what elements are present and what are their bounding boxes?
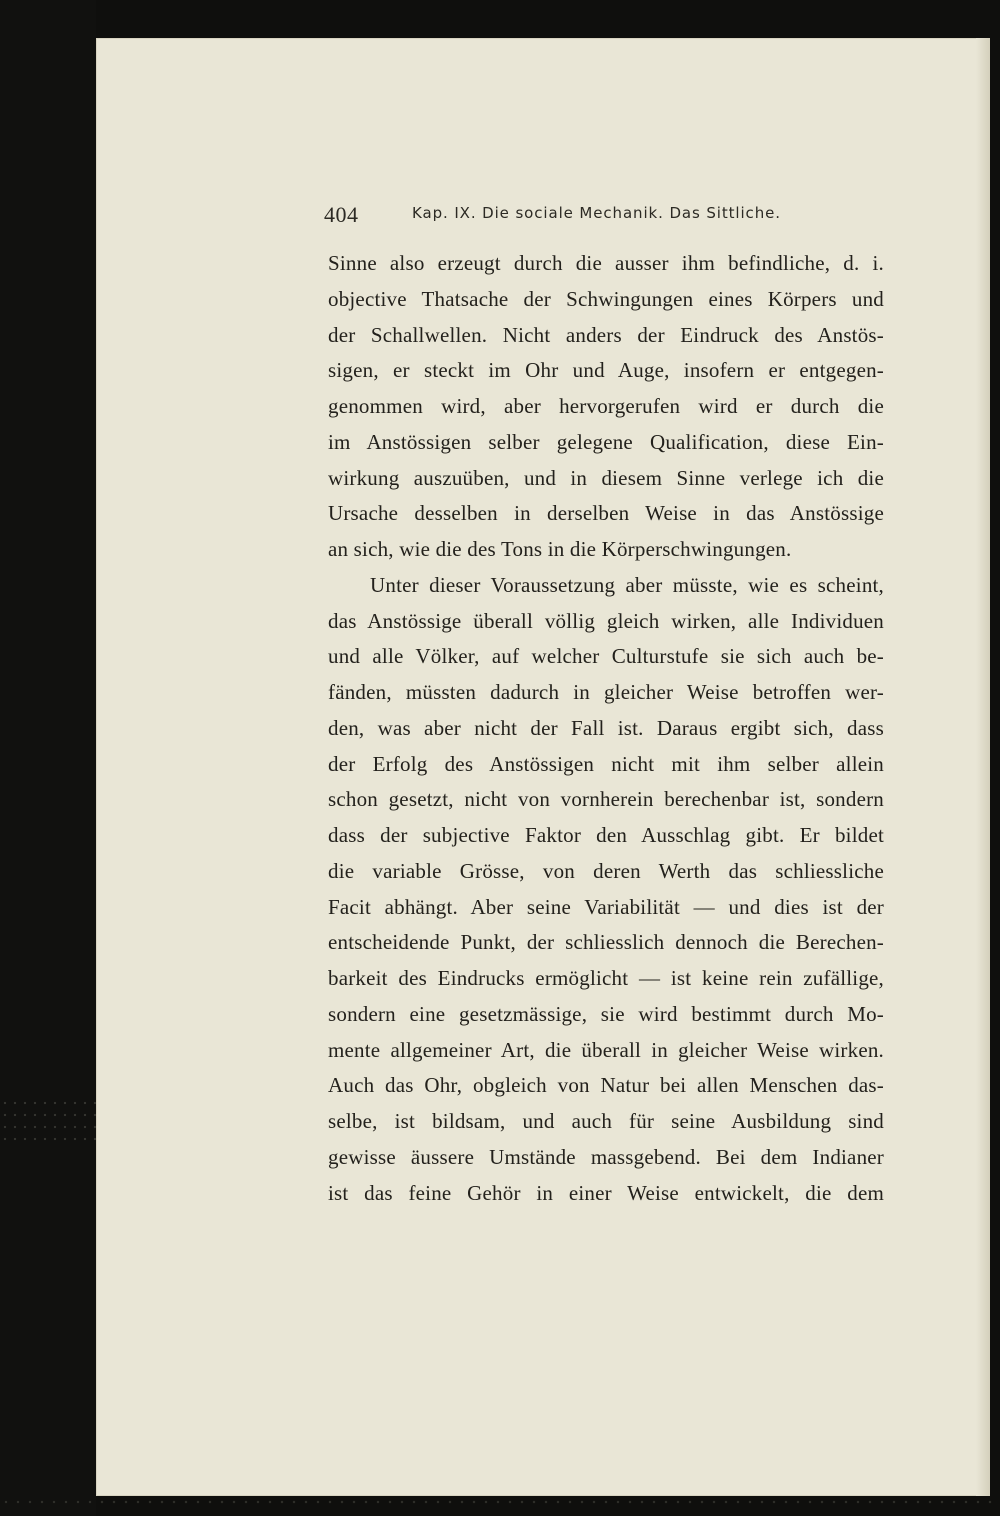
book-page	[96, 38, 990, 1496]
text-line: Auch das Ohr, obgleich von Natur bei allen Menschen das-	[328, 1073, 884, 1098]
text-line: genommen wird, aber hervorgerufen wird er durch die	[328, 394, 884, 418]
running-head: Kap. IX. Die sociale Mechanik. Das Sittliche.	[412, 204, 781, 222]
scan-artifact-dots	[0, 1112, 96, 1118]
scan-artifact-dots-bottom	[0, 1498, 1000, 1506]
body-text	[328, 246, 884, 1211]
text-line: und alle Völker, auf welcher Culturstufe sie sich auch be-	[328, 644, 884, 669]
text-line: sondern eine gesetzmässige, sie wird bestimmt durch Mo-	[328, 1001, 884, 1026]
text-line: mente allgemeiner Art, die überall in gleicher Weise wirken.	[328, 1037, 884, 1062]
text-line: an sich, wie die des Tons in die Körperschwingungen.	[328, 537, 792, 561]
page-gutter-shadow	[976, 38, 990, 1496]
text-line: selbe, ist bildsam, und auch für seine Ausbildung sind	[328, 1109, 884, 1133]
text-line: Ursache desselben in derselben Weise in das Anstössige	[328, 501, 884, 526]
text-line: ist das feine Gehör in einer Weise entwickelt, die dem	[328, 1180, 884, 1205]
text-line: schon gesetzt, nicht von vornherein berechenbar ist, sondern	[328, 787, 884, 812]
text-line: den, was aber nicht der Fall ist. Daraus ergibt sich, dass	[328, 715, 884, 740]
text-line: Facit abhängt. Aber seine Variabilität — und dies ist der	[328, 894, 884, 919]
text-line: der Erfolg des Anstössigen nicht mit ihm selber allein	[328, 751, 884, 776]
page-header	[324, 200, 894, 234]
text-line: die variable Grösse, von deren Werth das schliessliche	[328, 858, 884, 883]
text-line: barkeit des Eindrucks ermöglicht — ist keine rein zufällige,	[328, 966, 884, 990]
text-line: gewisse äussere Umstände massgebend. Bei dem Indianer	[328, 1144, 884, 1169]
scan-artifact-dots	[0, 1100, 96, 1106]
scan-artifact-dots	[0, 1136, 96, 1142]
text-line: das Anstössige überall völlig gleich wirken, alle Individuen	[328, 608, 884, 633]
text-line: im Anstössigen selber gelegene Qualification, diese Ein-	[328, 429, 884, 454]
page-number: 404	[324, 202, 359, 227]
text-line: fänden, müssten dadurch in gleicher Weise betroffen wer-	[328, 680, 884, 704]
text-line: objective Thatsache der Schwingungen eines Körpers und	[328, 286, 884, 311]
text-line: dass der subjective Faktor den Ausschlag gibt. Er bildet	[328, 823, 884, 847]
text-line: Sinne also erzeugt durch die ausser ihm befindliche, d. i.	[328, 251, 884, 275]
scan-artifact-dots	[0, 1124, 96, 1130]
text-line: Unter dieser Voraussetzung aber müsste, wie es scheint,	[370, 572, 884, 597]
text-line: sigen, er steckt im Ohr und Auge, insofern er entgegen-	[328, 358, 884, 383]
text-line: wirkung auszuüben, und in diesem Sinne verlege ich die	[328, 465, 884, 490]
text-line: der Schallwellen. Nicht anders der Eindruck des Anstös-	[328, 322, 884, 347]
scan-background-left	[0, 0, 96, 1516]
text-line: entscheidende Punkt, der schliesslich dennoch die Berechen-	[328, 930, 884, 955]
